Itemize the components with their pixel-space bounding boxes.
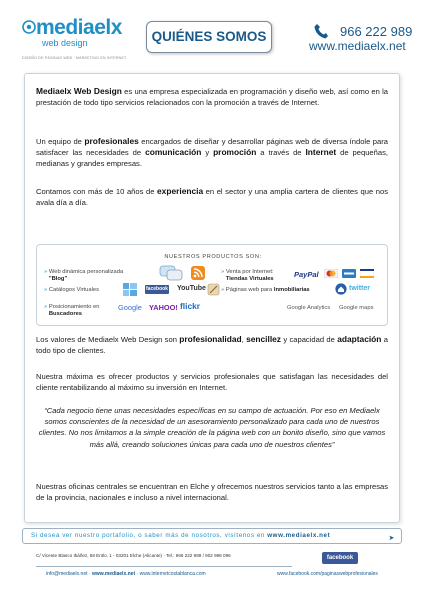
product-real-estate: » Páginas web para Inmobiliarias xyxy=(221,287,310,293)
intro-paragraph-2: Un equipo de profesionales encargados de diseñar y desarrollar páginas web de diversa índole para satisfacer las necesidades de comunicación y promoción a través de Internet de pequeñas, medianas y grandes empresas. xyxy=(36,136,388,169)
intro-paragraph-3: Contamos con más de 10 años de experiencia en el sector y una amplia cartera de clientes que nos avala día a día. xyxy=(36,186,389,208)
amex-icon xyxy=(342,269,356,278)
rss-icon xyxy=(191,266,205,280)
footer-email[interactable]: info@mediaelx.net xyxy=(46,571,88,577)
visit-banner[interactable]: Si desea ver nuestro portafolio, o saber más de nosotros, visítenos en www.mediaelx.net ➤ xyxy=(22,528,402,544)
facebook-logo: facebook xyxy=(146,286,168,292)
products-box xyxy=(36,244,388,326)
product-blog: » Web dinámica personalizada "Blog" xyxy=(44,269,124,282)
offices-paragraph: Nuestras oficinas centrales se encuentran en Elche y ofrecemos nuestros servicios tanto a las empresas de la provincia, nacionales e incluso a nivel internacional. xyxy=(36,482,389,503)
cursor-arrow-icon: ➤ xyxy=(388,535,395,542)
google-analytics-logo: Google Analytics xyxy=(287,305,331,311)
phone-number[interactable]: 966 222 989 xyxy=(340,24,413,39)
footer-site[interactable]: www.mediaelx.net xyxy=(91,571,136,577)
website-link[interactable]: www.mediaelx.net xyxy=(309,39,406,53)
values-paragraph: Los valores de Mediaelx Web Design son profesionalidad, sencillez y capacidad de adaptación a todo tipo de clientes. xyxy=(36,334,388,356)
footer-facebook-url[interactable]: www.facebook.com/paginaswebprofesionales xyxy=(277,571,378,577)
intro-paragraph-1: Mediaelx Web Design es una empresa especializada en programación y diseño web, así como en la prestación de todo tipo servicios relacionados con la promoción a través de Internet. xyxy=(36,86,388,108)
google-maps-logo: Google maps xyxy=(339,305,374,311)
company-name: Mediaelx Web Design xyxy=(36,86,122,96)
quote-paragraph: “Cada negocio tiene unas necesidades específicas en su campo de actuación. Por eso en Mediaelx somos conscientes de la necesidad de un asesoramiento personalizado para cada uno de nuestros clientes. No nos limitamos a la simple creación de la página web con un bonito diseño, sino que vamos más allá, creando soluciones únicas para cada uno de nuestros clientes” xyxy=(38,406,386,449)
product-online-store: » Venta por Internet: Tiendas Virtuales xyxy=(221,269,274,282)
product-catalogs: » Catálogos Virtuales xyxy=(44,287,100,293)
chat-bubbles-icon xyxy=(159,265,183,281)
facebook-badge[interactable]: facebook xyxy=(322,552,358,564)
mastercard-icon xyxy=(324,269,338,278)
product-seo: » Posicionamiento en Buscadores xyxy=(44,304,100,317)
yahoo-logo: YAHOO! xyxy=(149,303,178,312)
logo-name: mediaelx xyxy=(36,16,122,39)
google-logo: Google xyxy=(118,303,142,312)
page-title: QUIÉNES SOMOS xyxy=(146,21,272,53)
logo-tagline: DISEÑO DE PÁGINAS WEB · MARKETING EN INTERNET xyxy=(22,56,127,60)
header xyxy=(0,0,424,70)
footer-site-2[interactable]: www.internetcostablanca.com xyxy=(139,571,206,577)
visa-icon xyxy=(360,269,374,278)
home-badge-icon xyxy=(335,283,347,295)
twitter-logo: twitter xyxy=(349,285,370,292)
logo-subtitle: web design xyxy=(42,38,88,48)
windows-icon xyxy=(123,283,137,296)
youtube-logo: YouTube xyxy=(177,285,206,292)
footer-links: info@mediaelx.net · www.mediaelx.net · www.internetcostablanca.com xyxy=(46,571,206,577)
logo-mark-icon xyxy=(22,20,36,34)
tools-icon xyxy=(207,283,220,296)
footer-address: C/ Vicente Blasco Ibáñez, 58 Entlo. 1 - 03201 Elche (Alicante) · Tel.: 966 222 989 / 902 998 096 xyxy=(36,553,231,558)
flickr-logo: flickr xyxy=(180,301,201,311)
mission-paragraph: Nuestra máxima es ofrecer productos y servicios profesionales que satisfagan las necesidades del cliente rentabilizando al máximo su inversión en Internet. xyxy=(36,372,388,393)
visit-url[interactable]: www.mediaelx.net xyxy=(267,532,331,539)
phone-icon xyxy=(314,23,328,39)
footer-divider xyxy=(36,566,292,567)
paypal-logo: PayPal xyxy=(294,270,319,279)
products-title: NUESTROS PRODUCTOS SON: xyxy=(164,254,262,260)
